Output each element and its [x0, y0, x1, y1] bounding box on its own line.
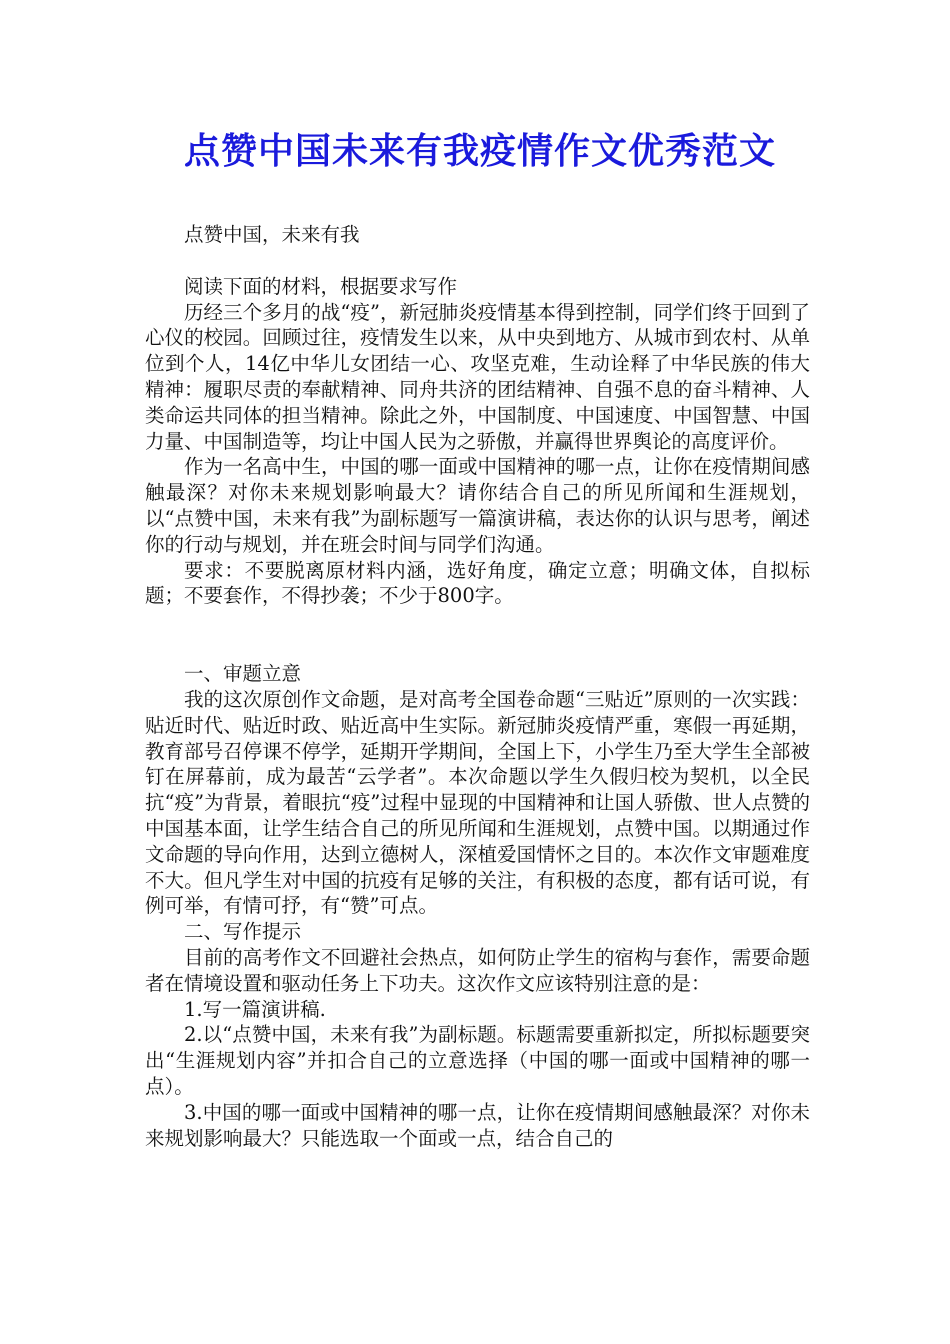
- material-paragraph-2: 作为一名高中生，中国的哪一面或中国精神的哪一点，让你在疫情期间感触最深？对你未来规划影响最大？请你结合自己的所见所闻和生涯规划，以“点赞中国，未来有我”为副标题写一篇演讲稿，表达你的认识与思考，阐述你的行动与规划，并在班会时间与同学们沟通。: [145, 455, 810, 556]
- tip-item-2: 2.以“点赞中国，未来有我”为副标题。标题需要重新拟定，所拟标题要突出“生涯规划内容”并扣合自己的立意选择（中国的哪一面或中国精神的哪一点）。: [145, 1023, 810, 1098]
- material-heading: 阅读下面的材料，根据要求写作: [184, 274, 458, 298]
- section-paragraph-1: 我的这次原创作文命题，是对高考全国卷命题“三贴近”原则的一次实践：贴近时代、贴近时政、贴近高中生实际。新冠肺炎疫情严重，寒假一再延期，教育部号召停课不停学，延期开学期间，全国上下，小学生乃至大学生全部被钉在屏幕前，成为最苦“云学者”。本次命题以学生久假归校为契机，以全民抗“疫”为背景，着眼抗“疫”过程中显现的中国精神和让国人骄傲、世人点赞的中国基本面，让学生结合自己的所见所闻和生涯规划，点赞中国。以期通过作文命题的导向作用，达到立德树人，深植爱国情怀之目的。本次作文审题难度不大。但凡学生对中国的抗疫有足够的关注，有积极的态度，都有话可说，有例可举，有情可抒，有“赞”可点。: [145, 687, 810, 918]
- subtitle: 点赞中国，未来有我: [184, 223, 360, 246]
- blank-lines: [145, 609, 810, 661]
- tip-item-3: 3.中国的哪一面或中国精神的哪一点，让你在疫情期间感触最深？对你未来规划影响最大？只能选取一个面或一点，结合自己的: [145, 1100, 810, 1150]
- tip-item-1: 1.写一篇演讲稿.: [184, 997, 326, 1021]
- section-heading-1: 一、审题立意: [184, 662, 302, 686]
- blank-line: [145, 248, 810, 274]
- document-title: 点赞中国未来有我疫情作文优秀范文: [183, 131, 776, 172]
- document-body: [145, 222, 810, 1151]
- requirement-paragraph: 要求：不要脱离原材料内涵，选好角度，确定立意；明确文体，自拟标题；不要套作，不得抄袭；不少于800字。: [145, 558, 810, 608]
- material-paragraph-1: 历经三个多月的战“疫”，新冠肺炎疫情基本得到控制，同学们终于回到了心仪的校园。回顾过往，疫情发生以来，从中央到地方、从城市到农村、从单位到个人，14亿中华儿女团结一心、攻坚克难，生动诠释了中华民族的伟大精神：履职尽责的奉献精神、同舟共济的团结精神、自强不息的奋斗精神、人类命运共同体的担当精神。除此之外，中国制度、中国速度、中国智慧、中国力量、中国制造等，均让中国人民为之骄傲，并赢得世界舆论的高度评价。: [145, 300, 810, 453]
- section-paragraph-2: 目前的高考作文不回避社会热点，如何防止学生的宿构与套作，需要命题者在情境设置和驱动任务上下功夫。这次作文应该特别注意的是：: [145, 945, 810, 995]
- section-heading-2: 二、写作提示: [184, 920, 302, 944]
